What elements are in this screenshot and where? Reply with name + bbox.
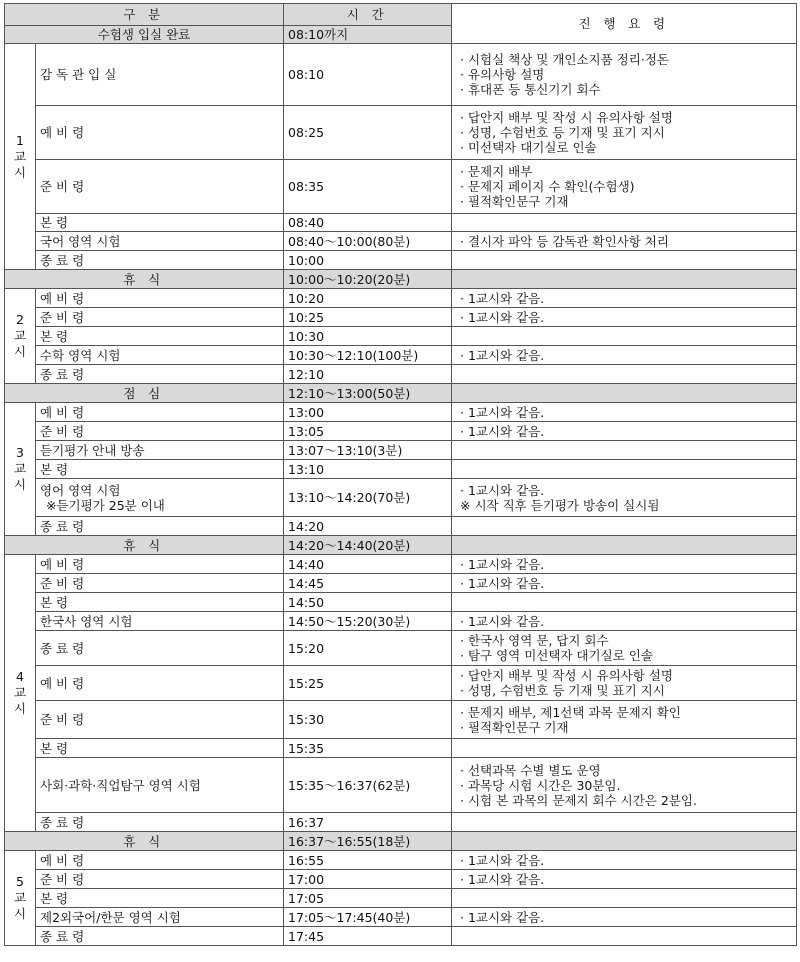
period4-step-time (284, 666, 452, 701)
period3-row (5, 403, 797, 422)
header-time (284, 4, 452, 26)
period3-row (5, 460, 797, 479)
period3-step-notes (452, 422, 797, 441)
step-time: 10:20 (288, 290, 325, 306)
period2-step-notes (452, 308, 797, 327)
break1-label (5, 270, 284, 289)
period2-step-notes (452, 327, 797, 346)
period4-step-name (36, 739, 284, 758)
period2-label (5, 289, 36, 384)
step-time: 10:30～12:10(100분) (288, 347, 419, 363)
period5-label (5, 851, 36, 946)
step-time: 14:40 (288, 556, 325, 572)
step-name: 준 비 령 (40, 423, 85, 439)
lunch-label-text: 점 심 (123, 385, 165, 401)
break1-notes (452, 270, 797, 289)
period4-step-time (284, 555, 452, 574)
period3-label-text: 3교시 (13, 445, 27, 492)
step-note: · 1교시와 같음. (460, 852, 545, 868)
period4-step-name (36, 593, 284, 612)
step-name: 한국사 영역 시험 (40, 613, 133, 629)
step-name: 사회·과학·직업탐구 영역 시험 (40, 777, 201, 793)
step-note: · 성명, 수험번호 등 기재 및 표기 지시 (460, 125, 665, 140)
period2-step-time (284, 346, 452, 365)
step-time: 08:40 (288, 215, 325, 230)
step-time: 12:10 (288, 366, 325, 382)
break1-time-text: 10:00～10:20(20분) (288, 271, 411, 287)
step-note: · 휴대폰 등 통신기기 회수 (460, 82, 601, 97)
period4-row (5, 739, 797, 758)
step-name: 감 독 관 입 실 (40, 67, 117, 82)
period1-row (5, 44, 797, 106)
period4-row (5, 666, 797, 701)
period1-row (5, 106, 797, 160)
step-time: 17:00 (288, 871, 325, 887)
header-category-label: 구 분 (123, 7, 165, 22)
period5-step-notes (452, 889, 797, 908)
period3-step-name (36, 422, 284, 441)
step-note: · 1교시와 같음. (460, 556, 545, 572)
step-note: · 1교시와 같음. (460, 290, 545, 306)
step-note: · 1교시와 같음. (460, 309, 545, 325)
period5-step-time (284, 870, 452, 889)
period5-step-notes (452, 908, 797, 927)
period4-row (5, 631, 797, 666)
step-name: 종 료 령 (40, 814, 85, 830)
step-name-note: ※듣기평가 25분 이내 (46, 497, 165, 513)
step-time: 17:05～17:45(40분) (288, 909, 411, 925)
period2-row (5, 327, 797, 346)
lunch-row (5, 384, 797, 403)
step-name: 준 비 령 (40, 575, 85, 591)
period1-step-notes (452, 160, 797, 214)
period1-step-name (36, 232, 284, 251)
period4-step-notes (452, 612, 797, 631)
step-note: · 1교시와 같음. (460, 423, 545, 439)
period5-step-notes (452, 870, 797, 889)
step-time: 08:25 (288, 125, 325, 140)
period4-step-name (36, 612, 284, 631)
step-time: 17:45 (288, 928, 325, 944)
period3-step-name (36, 517, 284, 536)
period4-step-name (36, 666, 284, 701)
period4-step-name (36, 758, 284, 813)
period4-step-notes (452, 666, 797, 701)
period5-row (5, 927, 797, 946)
break2-notes (452, 536, 797, 555)
period2-step-time (284, 308, 452, 327)
period1-label (5, 44, 36, 270)
period4-step-name (36, 555, 284, 574)
break3-time-text: 16:37～16:55(18분) (288, 833, 411, 849)
period1-step-name (36, 251, 284, 270)
period3-step-time (284, 441, 452, 460)
period3-row (5, 479, 797, 517)
break3-notes (452, 832, 797, 851)
break1-time (284, 270, 452, 289)
period5-step-time (284, 908, 452, 927)
period3-label (5, 403, 36, 536)
period5-step-name (36, 908, 284, 927)
step-time: 13:07～13:10(3분) (288, 442, 403, 458)
period4-step-name (36, 813, 284, 832)
period3-step-name (36, 460, 284, 479)
period5-step-notes (452, 851, 797, 870)
step-name: 예 비 령 (40, 404, 85, 420)
period2-step-name (36, 289, 284, 308)
step-name: 종 료 령 (40, 928, 85, 944)
period4-step-notes (452, 758, 797, 813)
period2-step-name (36, 327, 284, 346)
step-time: 08:10 (288, 67, 325, 82)
period4-row (5, 574, 797, 593)
period3-step-time (284, 422, 452, 441)
period1-step-time (284, 44, 452, 106)
break2-time (284, 536, 452, 555)
step-note: · 탐구 영역 미선택자 대기실로 인솔 (460, 648, 653, 663)
period5-step-time (284, 889, 452, 908)
period5-step-time (284, 851, 452, 870)
step-name: 종 료 령 (40, 252, 85, 268)
step-name: 준 비 령 (40, 871, 85, 887)
period3-step-notes (452, 403, 797, 422)
period4-step-name (36, 631, 284, 666)
period4-row (5, 612, 797, 631)
period4-label-text: 4교시 (13, 669, 27, 716)
period3-step-time (284, 460, 452, 479)
step-name: 예 비 령 (40, 556, 85, 572)
period4-label (5, 555, 36, 832)
step-name: 예 비 령 (40, 125, 85, 140)
period5-row (5, 870, 797, 889)
period4-step-time (284, 739, 452, 758)
arrival-label (5, 26, 284, 44)
step-note: · 결시자 파악 등 감독관 확인사항 처리 (460, 233, 669, 249)
lunch-time (284, 384, 452, 403)
period4-step-notes (452, 813, 797, 832)
header-category (5, 4, 284, 26)
break2-label (5, 536, 284, 555)
period1-row (5, 232, 797, 251)
step-note: · 문제지 배부, 제1선택 과목 문제지 확인 (460, 704, 681, 720)
period1-step-name (36, 160, 284, 214)
period2-label-text: 2교시 (13, 312, 27, 359)
period3-step-time (284, 479, 452, 517)
step-time: 08:40～10:00(80분) (288, 233, 411, 249)
header-procedure-label: 진 행 요 령 (578, 16, 670, 31)
period1-step-time (284, 251, 452, 270)
step-name: 종 료 령 (40, 640, 85, 656)
period4-row (5, 758, 797, 813)
step-time: 13:10 (288, 461, 325, 477)
step-note: · 필적확인문구 기재 (460, 194, 569, 209)
period4-step-time (284, 701, 452, 739)
period5-step-notes (452, 927, 797, 946)
step-note: · 1교시와 같음. (460, 482, 545, 498)
period3-step-notes (452, 479, 797, 517)
step-note: · 시험실 책상 및 개인소지품 정리·정돈 (460, 52, 669, 67)
period4-row (5, 555, 797, 574)
step-note: · 과목당 시험 시간은 30분임. (460, 777, 621, 793)
period3-step-time (284, 403, 452, 422)
step-note: · 문제지 배부 (460, 164, 533, 179)
period1-step-notes (452, 251, 797, 270)
period3-step-notes (452, 441, 797, 460)
step-time: 14:50～15:20(30분) (288, 613, 411, 629)
period4-step-notes (452, 555, 797, 574)
period3-step-notes (452, 517, 797, 536)
period1-step-time (284, 214, 452, 232)
period1-step-time (284, 160, 452, 214)
period4-row (5, 593, 797, 612)
step-note: · 1교시와 같음. (460, 909, 545, 925)
period1-step-notes (452, 232, 797, 251)
step-name: 제2외국어/한문 영역 시험 (40, 909, 181, 925)
step-time: 17:05 (288, 890, 325, 906)
step-time: 16:37 (288, 814, 325, 830)
period4-step-name (36, 701, 284, 739)
break3-label (5, 832, 284, 851)
step-note: · 1교시와 같음. (460, 347, 545, 363)
period2-step-notes (452, 365, 797, 384)
period3-step-name (36, 479, 284, 517)
step-time: 13:00 (288, 404, 325, 420)
period1-step-notes (452, 44, 797, 106)
period2-step-time (284, 289, 452, 308)
period3-step-name (36, 441, 284, 460)
step-note: · 유의사항 설명 (460, 67, 545, 82)
period5-row (5, 908, 797, 927)
step-name: 본 령 (40, 594, 69, 610)
period4-step-notes (452, 739, 797, 758)
period1-label-text: 1교시 (13, 132, 27, 180)
period2-row (5, 308, 797, 327)
exam-schedule-table (4, 3, 797, 946)
step-time: 15:25 (288, 675, 325, 691)
arrival-time (284, 26, 452, 44)
step-time: 10:30 (288, 328, 325, 344)
period1-row (5, 160, 797, 214)
step-time: 15:20 (288, 640, 325, 656)
step-note: ※ 시작 직후 듣기평가 방송이 실시됨 (460, 497, 660, 513)
break2-row (5, 536, 797, 555)
step-time: 15:35 (288, 740, 325, 756)
step-time: 14:50 (288, 594, 325, 610)
period5-step-time (284, 927, 452, 946)
step-name: 준 비 령 (40, 179, 85, 194)
arrival-time-text: 08:10까지 (288, 27, 349, 42)
step-note: · 필적확인문구 기재 (460, 719, 569, 735)
period4-step-notes (452, 701, 797, 739)
break2-time-text: 14:20～14:40(20분) (288, 537, 411, 553)
step-time: 13:05 (288, 423, 325, 439)
period5-row (5, 851, 797, 870)
step-name: 본 령 (40, 328, 69, 344)
period5-label-text: 5교시 (13, 874, 27, 921)
period3-step-notes (452, 460, 797, 479)
arrival-label-text: 수험생 입실 완료 (97, 27, 191, 42)
period4-step-time (284, 574, 452, 593)
period4-step-time (284, 612, 452, 631)
period2-row (5, 289, 797, 308)
step-note: · 성명, 수험번호 등 기재 및 표기 지시 (460, 683, 665, 698)
period4-step-time (284, 631, 452, 666)
period5-step-name (36, 889, 284, 908)
step-time: 15:30 (288, 712, 325, 727)
step-name: 예 비 령 (40, 290, 85, 306)
period2-step-name (36, 365, 284, 384)
period4-step-time (284, 813, 452, 832)
period2-step-time (284, 327, 452, 346)
step-name: 본 령 (40, 215, 69, 230)
step-name: 예 비 령 (40, 852, 85, 868)
step-name: 종 료 령 (40, 518, 85, 534)
period4-step-notes (452, 593, 797, 612)
period4-step-name (36, 574, 284, 593)
period1-step-name (36, 44, 284, 106)
lunch-time-text: 12:10～13:00(50분) (288, 385, 411, 401)
step-note: · 시험 본 과목의 문제지 회수 시간은 2분임. (460, 792, 697, 808)
step-name: 듣기평가 안내 방송 (40, 442, 145, 458)
period1-step-time (284, 106, 452, 160)
period1-row (5, 214, 797, 232)
period4-row (5, 701, 797, 739)
period2-step-time (284, 365, 452, 384)
step-name: 예 비 령 (40, 675, 85, 691)
step-name: 본 령 (40, 890, 69, 906)
step-time: 08:35 (288, 179, 325, 194)
step-name: 국어 영역 시험 (40, 233, 121, 249)
step-note: · 1교시와 같음. (460, 871, 545, 887)
step-name: 본 령 (40, 740, 69, 756)
period5-step-name (36, 927, 284, 946)
period3-row (5, 441, 797, 460)
step-time: 10:25 (288, 309, 325, 325)
period3-step-time (284, 517, 452, 536)
break3-row (5, 832, 797, 851)
step-note: · 문제지 페이지 수 확인(수험생) (460, 179, 635, 194)
period1-row (5, 251, 797, 270)
period1-step-name (36, 214, 284, 232)
step-name: 준 비 령 (40, 712, 85, 727)
period1-step-time (284, 232, 452, 251)
header-time-label: 시 간 (346, 7, 389, 22)
header-row (5, 4, 797, 26)
period2-step-name (36, 308, 284, 327)
period2-row (5, 346, 797, 365)
period4-step-time (284, 758, 452, 813)
step-name: 본 령 (40, 461, 69, 477)
period4-step-time (284, 593, 452, 612)
period2-row (5, 365, 797, 384)
period3-row (5, 422, 797, 441)
step-note: · 1교시와 같음. (460, 404, 545, 420)
step-time: 10:00 (288, 252, 325, 268)
period1-step-notes (452, 106, 797, 160)
step-time: 16:55 (288, 852, 325, 868)
step-time: 14:45 (288, 575, 325, 591)
step-note: · 답안지 배부 및 작성 시 유의사항 설명 (460, 668, 673, 683)
step-note: · 선택과목 수별 별도 운영 (460, 762, 601, 778)
period2-step-notes (452, 289, 797, 308)
break2-label-text: 휴 식 (123, 537, 165, 553)
step-time: 14:20 (288, 518, 325, 534)
break3-time (284, 832, 452, 851)
lunch-label (5, 384, 284, 403)
step-note: · 한국사 영역 문, 답지 회수 (460, 633, 609, 648)
lunch-notes (452, 384, 797, 403)
period4-step-notes (452, 631, 797, 666)
period1-step-notes (452, 214, 797, 232)
period2-step-name (36, 346, 284, 365)
period5-step-name (36, 851, 284, 870)
period5-step-name (36, 870, 284, 889)
step-note: · 1교시와 같음. (460, 575, 545, 591)
period2-step-notes (452, 346, 797, 365)
period5-row (5, 889, 797, 908)
header-procedure (452, 4, 797, 44)
period4-step-notes (452, 574, 797, 593)
step-note: · 미선택자 대기실로 인솔 (460, 140, 597, 155)
step-name: 수학 영역 시험 (40, 347, 121, 363)
step-note: · 답안지 배부 및 작성 시 유의사항 설명 (460, 110, 673, 125)
step-name: 영어 영역 시험 (40, 482, 121, 498)
step-name: 준 비 령 (40, 309, 85, 325)
period3-step-name (36, 403, 284, 422)
break3-label-text: 휴 식 (123, 833, 165, 849)
break1-label-text: 휴 식 (123, 271, 165, 287)
period1-step-name (36, 106, 284, 160)
period4-row (5, 813, 797, 832)
step-note: · 1교시와 같음. (460, 613, 545, 629)
period3-row (5, 517, 797, 536)
step-time: 15:35～16:37(62분) (288, 777, 411, 793)
break1-row (5, 270, 797, 289)
step-name: 종 료 령 (40, 366, 85, 382)
step-time: 13:10～14:20(70분) (288, 490, 411, 505)
